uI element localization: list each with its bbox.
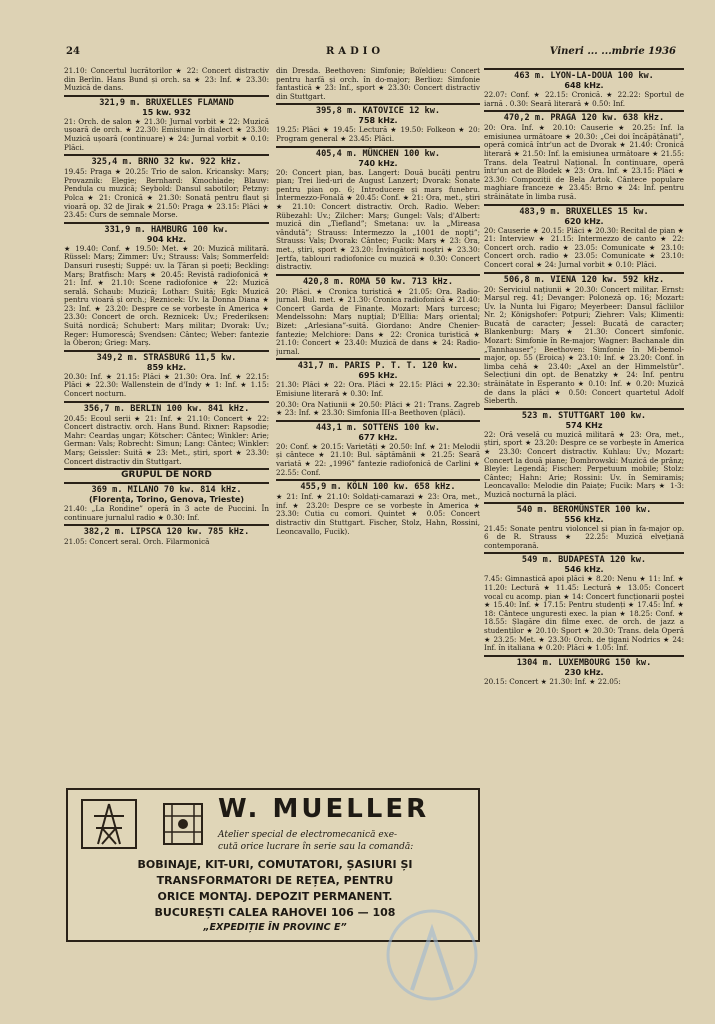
station-frequency: 230 kHz.: [564, 667, 604, 677]
program-text: 20.30: Inf. ★ 21.15: Plăci ★ 21.30: Ora. Inf. ★ 22.15: Plăci ★ 22.30: Wallenstein de d'Indy ★ 1: Inf. ★ 1.15: Concert nocturn.: [64, 371, 269, 399]
station-heading: [276, 358, 480, 380]
ad-big-1: BOBINAJE, KIT-URI, COMUTATORI, ȘASIURI ȘI: [137, 858, 413, 871]
station-heading: [484, 110, 684, 123]
station-heading: [64, 222, 269, 244]
station-heading: [484, 408, 684, 430]
ad-big-2: TRANSFORMATORI DE REȚEA, PENTRU: [156, 874, 394, 887]
station-name: 540 m. BEROMÜNSTER 100 kw.: [516, 504, 652, 515]
magazine-title: RADIO: [326, 46, 385, 57]
station-name: 369 m. MILANO 70 kw. 814 kHz.: [91, 485, 242, 496]
program-text: din Dresda. Beethoven: Simfonie; Boïeldieu: Concert pentru harfă și orch. în do-major; Berlioz: Simfonie fantastică ★ 23: Inf., sport ★ 23.30: Concert distractiv din Stuttgart.: [276, 66, 480, 101]
station-heading: [484, 204, 684, 226]
program-text: 7.45: Gimnastică apoi plăci ★ 8.20: Nenu ★ 11: Inf. ★ 11.20: Lectură ★ 11.45: Lectură ★ 13.05: Concert vocal cu acomp. pian ★ 14: Concert funcționarii poștei ★ 15.40: Inf. ★ 17.15: Pentru studenți ★ 17.45: Inf. ★ 18: Cântece unguresti exec. la pian ★ 18.25: Conf. ★ 18.55: Șlagăre din filme exec. de orch. de jazz a studenților ★ 20.10: Sport ★ 20.30: Trans. dela Operă ★ 23.25: Met. ★ 23.30: Orch. de țigani Nodrics ★ 24: Inf. în italiana ★ 0.20: Plăci ★ 1.05: Inf.: [484, 574, 684, 653]
program-text: 21.45: Sonate pentru violoncel și pian în fa-major op. 6 de R. Strauss ★ 22.25: Muzică elvețiană contemporană.: [484, 523, 684, 550]
ad-brand: W. MUELLER: [218, 794, 430, 824]
program-text: 20: Ora. Inf. ★ 20.10: Causerie ★ 20.25: Inf. la emisiunea următoare ★ 20.30: „Cei doi încăpățânați”, operă comică într'un act de Dvorak ★ 21.40: Cronică literară ★ 21.50: Inf. la emisiunea următoare ★ 21.55: Trans. dela Teatrul Național. În continuare, operă într'un act de Blodek ★ 23: Ora. Inf. ★ 23.15: Plăci ★ 23.30: Compoziții de Bela Artok. Cântece populare maghiare franceze ★ 23.45: Brno ★ 24: Inf. pentru străinătate în limba rusă.: [484, 123, 684, 201]
station-frequency: 15 kw. 932: [142, 107, 191, 117]
group-heading: GRUPUL DE NORD: [64, 468, 269, 480]
page-header: [66, 46, 676, 62]
program-text: 22.07: Conf. ★ 22.15: Cronică. ★ 22.22: Sportul de iarnă . 0.30: Seară literară ★ 0.50: Inf.: [484, 90, 684, 108]
program-text: 20.45: Ecoul serii ★ 21: Inf. ★ 21.10: Concert ★ 22: Concert distractiv. orch. Hans Bund. Rixner: Rapsodie; Mahr: Ceardaș ungar; Kötscher: Cântec; Winkler: Arie; German: Vals; Robrecht: Simun; Lang: Cântec; Winkler: Marș; Geissler: Suită ★ 23: Met., știri, sport ★ 23.30: Concert distractiv din Stuttgart.: [64, 413, 269, 466]
station-name: 349,2 m. STRASBURG 11,5 kw.: [96, 352, 237, 363]
station-heading: [64, 401, 269, 414]
transformer-icon: [158, 796, 208, 852]
ad-line-1: Atelier special de electromecanică exe-: [218, 830, 398, 840]
program-text: 20.15: Concert ★ 21.30: Inf. ★ 22.05:: [484, 676, 621, 686]
station-heading: [276, 479, 480, 492]
program-text: 20.30: Ora Națiunii ★ 20.50: Plăci ★ 21: Trans. Zagreb ★ 23: Inf. ★ 23.30: Simfonia III-a Beethoven (plăci).: [276, 399, 480, 418]
station-heading: [276, 146, 480, 168]
program-text: 20: Causerie ★ 20.15: Plăci ★ 20.30: Recital de pian ★ 21: Interview ★ 21.15: Intermezzo de canto ★ 22: Concert orch. radio ★ 23.05: Comunicate ★ 23.10: Concert orch. radio ★ 23.05: Comunicate ★ 23.10: Concert coral ★ 24: Jurnal vorbit ★ 0.10: Plăci.: [484, 225, 684, 269]
column-2: [276, 66, 480, 766]
program-text: 21.10: Concertul lucrătorilor ★ 22: Concert distractiv din Berlin. Hans Bund și orch. sa ★ 23: Inf. ★ 23.30: Muzică de dans.: [64, 66, 269, 93]
ad-big-4: BUCUREȘTI CALEA RAHOVEI 106 — 108: [154, 906, 396, 919]
program-text: 20: Conf. ★ 20.15: Varietăți ★ 20.50: Inf. ★ 21: Melodii și cântece ★ 21.10: Bul. săptămânii ★ 21.25: Seară variată ★ 22: „1996” fantezie radiofonică de Carlini ★ 22.55: Conf.: [276, 441, 480, 477]
station-heading: [64, 154, 269, 167]
station-heading: [484, 502, 684, 524]
column-1: [64, 66, 269, 766]
station-frequency: 859 kHz.: [146, 362, 187, 372]
station-heading: [276, 274, 480, 287]
station-frequency: 620 kHz.: [564, 216, 604, 226]
station-frequency: 904 kHz.: [146, 234, 187, 244]
station-name: 405,4 m. MÜNCHEN 100 kw.: [315, 148, 441, 159]
station-name: 321,9 m. BRUXELLES FLAMAND: [99, 97, 234, 108]
library-stamp-watermark: [372, 900, 492, 1010]
station-name: 382,2 m. LIPSCA 120 kw. 785 kHz.: [83, 527, 250, 538]
program-text: 19.25: Plăci ★ 19.45: Lectură ★ 19.50: Folkeon ★ 20: Program general ★ 23.45: Plăci.: [276, 125, 480, 143]
station-frequency: (Florența, Torino, Genova, Trieste): [88, 495, 245, 505]
station-heading: [484, 552, 684, 574]
station-heading: [64, 524, 269, 537]
electrical-tower-icon: [80, 798, 138, 850]
program-text: 22: Oră veselă cu muzică militară ★ 23: Ora, met., știri, sport ★ 23.20: Despre ce se vorbește în America ★ 23.30: Concert distractiv. Kuhlau: Uv.; Mozart: Concert la două piane; Dombrowski: Muzică de prânz; Bleyle: Legendă; Fischer: Perpetuum mobile; Stolz: Cântec; Hahn: Arie; Rossini: Uv. în Semiramis; Leoncavallo: Melodie din Paiațe; Fucik: Marș ★ 1-3: Muzică nocturnă la plăci.: [484, 429, 684, 499]
program-text: 20: Serviciul națiunii ★ 20.30: Concert militar. Ernst: Marșul reg. 41; Devanger: Poloneză op. 16; Mozart: Uv. la Nunta lui Figaro; Meyerbeer: Dansul făcliilor Nr. 2; Königshofer: Potpuri; Ziehrer: Vals; Klimenti: Bucată de caracter; Jessel: Bucată de caracter; Blankenburg: Marș ★ 21.30: Concert simfonic. Mozart: Simfonie în Re-major; Wagner: Bachanale din „Tannhauser”; Beethoven: Simfonie în Mi-bemol-major, op. 55 (Eroica) ★ 23.10: Inf. ★ 23.20: Conf. în limba cehă ★ 23.40: „Axel an der Himmelstür”. Selecțiuni din opt. de Benatzky ★ 24: Inf. pentru străinătate în Esperanto ★ 0.10: Inf. ★ 0.20: Muzică de dans la plăci ★ 0.50: Concert quartetul Adolf Sieberth.: [484, 284, 684, 406]
station-heading: [276, 420, 480, 442]
station-name: 1304 m. LUXEMBOURG 150 kw.: [516, 657, 652, 668]
station-heading: [484, 272, 684, 285]
station-name: 463 m. LYON-LA-DOUA 100 kw.: [514, 71, 654, 81]
program-text: 20: Plăci. ★ Cronica turistică ★ 21.05: Ora. Radio-jurnal. Bul. met. ★ 21.30: Cronica radiofonică ★ 21.40: Concert Garda de Finanțe. Mozart: Marș turcesc; Mendelssohn: Marș nupțial; D'Ellia: Marș oriental; Bizet: „Arlesiana”-suită. Giordano: Andre Chenier-fantezie; Melchiore: Dans ★ 22: Cronica turistică ★ 21.10: Concert ★ 23.40: Muzică de dans ★ 24: Radio-jurnal.: [276, 286, 480, 356]
program-text: 21: Orch. de salon ★ 21.30: Jurnal vorbit ★ 22: Muzică ușoară de orch. ★ 22.30: Emisiune în dialect ★ 23.30: Muzică ușoară (continuare) ★ 24: Jurnal vorbit ★ 0.10: Plăci.: [64, 116, 269, 152]
station-heading: [64, 95, 269, 117]
station-name: 443,1 m. SOTTENS 100 kw.: [315, 422, 441, 433]
station-heading: [276, 103, 480, 125]
station-heading: [484, 68, 684, 90]
station-name: 523 m. STUTTGART 100 kw.: [521, 410, 647, 421]
station-heading: [64, 482, 269, 504]
station-name: 470,2 m. PRAGA 120 kw. 638 kHz.: [503, 113, 665, 124]
ad-big-3: ORICE MONTAJ. DEPOZIT PERMANENT.: [157, 890, 393, 903]
station-heading: [484, 655, 684, 677]
station-name: 395,8 m. KATOVICE 12 kw.: [315, 106, 441, 117]
station-name: 431,7 m. PARIS P. T. T. 120 kw.: [297, 361, 459, 372]
page-number: 24: [66, 46, 80, 57]
program-text: 21.40: „La Rondine” operă în 3 acte de Puccini. În continuare jurnalul radio ★ 0.30: Inf.: [64, 504, 269, 522]
station-heading: [64, 350, 269, 372]
station-frequency: 677 kHz.: [358, 432, 398, 442]
station-frequency: 740 kHz.: [358, 158, 398, 168]
program-text: 21.05: Concert seral. Orch. Filarmonică: [64, 537, 210, 547]
program-text: ★ 21: Inf. ★ 21.10: Soldați-camarazi ★ 23: Ora, met., inf. ★ 23.20: Despre ce se vorbește în America ★ 23.30: Cutia cu comori. Quintet ★ 0.05: Concert distractiv din Stuttgart. Fischer, Stolz, Hahn, Rossini, Leoncavallo, Fucik).: [276, 492, 480, 536]
station-name: 325,4 m. BRNO 32 kw. 922 kHz.: [91, 157, 242, 168]
station-frequency: 758 kHz.: [358, 116, 398, 126]
issue-date: Vineri ... ...mbrie 1936: [549, 46, 676, 57]
station-name: 331,9 m. HAMBURG 100 kw.: [104, 224, 229, 235]
station-name: 420,8 m. ROMA 50 kw. 713 kHz.: [302, 276, 454, 287]
station-frequency: 648 kHz.: [564, 81, 604, 90]
station-name: 356,7 m. BERLIN 100 kw. 841 kHz.: [83, 403, 250, 414]
program-text: 21.30: Plăci ★ 22: Ora. Plăci ★ 22.15: Plăci ★ 22.30: Emisiune literară ★ 0.30: Inf.: [276, 380, 480, 399]
station-name: 506,8 m. VIENA 120 kw. 592 kHz.: [503, 274, 665, 285]
station-frequency: 574 KHz: [565, 420, 603, 430]
program-text: 20: Concert pian, bas. Langert: Două bucăți pentru pian; Trei lied-uri de August Lanzert; Dvorak: Sonate pentru pian op. 6; Introducere și marș funebru. Intermezzo-Fonală ★ 20.45: Conf. ★ 21: Ora, met., știri ★ 21.10: Concert distractiv. Orch. Radio. Weber: Rübezahl: Uv.; Zilcher: Marș; Gungel: Vals; d'Albert: muzică din „Tiefland”; Smetana: uv. la „Mireasa vândută”; Strauss: Intermezzo la „1001 de nopți”; Strauss: Vals; Dvorak: Cântec; Fucik: Marș ★ 23: Ora, met., știri, sport ★ 23.20: Învingătorii noștri ★ 23.30: Jertfa, tablouri radiofonice cu muzică ★ 0.30: Concert distractiv.: [276, 167, 480, 272]
program-text: 19.45: Praga ★ 20.25: Trio de salon. Kricansky: Marș; Provaznik: Elegie; Bernhard: Kmochiade; Blauw: Pendula cu muzică; Seybold: Dansul sabotilor; Petzny: Polca ★ 21: Cronică ★ 21.30: Sonată pentru flaut și vioară op. 32 de Jirak ★ 21.50: Praga ★ 23.15: Plăci ★ 23.45: Curs de semnale Morse.: [64, 167, 269, 220]
ad-line-2: cută orice lucrare în serie sau la comandă:: [218, 842, 414, 852]
program-text: ★ 19.40: Conf. ★ 19.50: Met. ★ 20: Muzică militară. Rüssel: Marș; Zimmer: Uv.; Strauss: Vals; Sommerfeld: Dansuri rusești; Suppé: uv. la Țăran și poeți; Beckling: Marș; Bratfisch: Marș ★ 20.45: Revistă radiofonică ★ 21: Inf. ★ 21.10: Scene radiofonice ★ 22: Muzică serală. Schaub: Muzică; Lothar: Suită; Egk: Muzică pentru vioară și orch.; Reznicek: Uv. la Donna Diana ★ 23: Inf. ★ 23.20: Despre ce se vorbește în America ★ 23.30: Concert de orch. Reznicek: Uv.; Frederiksen: Suită nordică; Schubert: Marș militar; Dvorak: Uv.; Reger: Humorescă; Svendsen: Cântec; Weber: fantezie la Oberon; Grieg: Marș.: [64, 243, 269, 348]
station-name: 455,9 m. KÖLN 100 kw. 658 kHz.: [300, 482, 456, 493]
station-name: 549 m. BUDAPESTA 120 kw.: [521, 555, 647, 566]
station-frequency: 546 kHz.: [564, 565, 604, 575]
station-frequency: 695 kHz.: [358, 371, 398, 381]
ad-big-5: „EXPEDIȚIE ÎN PROVINC E”: [203, 922, 347, 933]
station-name: 483,9 m. BRUXELLES 15 kw.: [519, 206, 649, 217]
column-3: [484, 66, 684, 966]
station-frequency: 556 kHz.: [564, 514, 604, 524]
